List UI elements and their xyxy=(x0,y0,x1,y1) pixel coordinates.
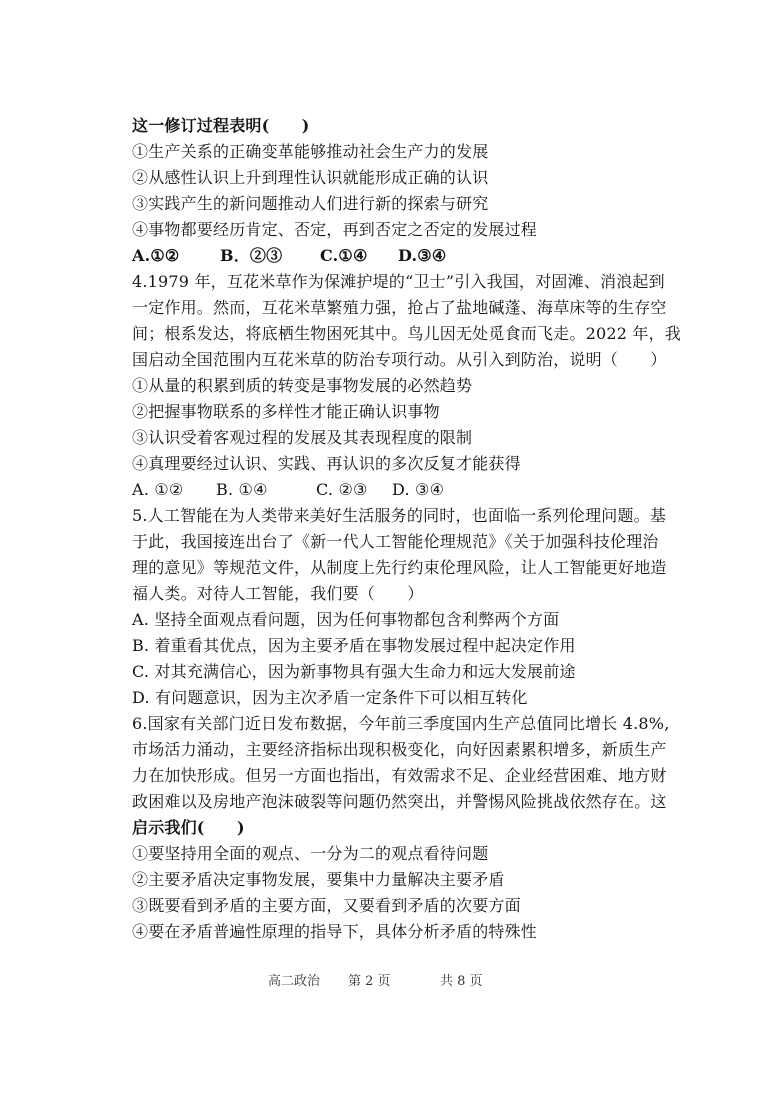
q4-choice-a: A. ①② xyxy=(132,480,184,499)
q4-statement-2: ②把握事物联系的多样性才能正确认识事物 xyxy=(132,402,440,421)
q4-statement-1: ①从量的积累到质的转变是事物发展的必然趋势 xyxy=(132,376,473,395)
q6-line-2: 市场活力涌动，主要经济指标出现积极变化，向好因素累积增多，新质生产 xyxy=(132,740,667,759)
q6-line-5: 启示我们( ) xyxy=(132,818,245,837)
q6-statement-3: ③既要看到矛盾的主要方面，又要看到矛盾的次要方面 xyxy=(132,896,521,915)
q4-statement-3: ③认识受着客观过程的发展及其表现程度的限制 xyxy=(132,428,473,447)
q4-choice-d: D. ③④ xyxy=(392,480,445,499)
q6-statement-1: ①要坚持用全面的观点、一分为二的观点看待问题 xyxy=(132,844,489,863)
q3-choice-a: A.①② xyxy=(132,246,180,265)
q4-choice-b: B. ①④ xyxy=(216,480,268,499)
q3-choice-c: C.①④ xyxy=(320,246,368,265)
q6-statement-2: ②主要矛盾决定事物发展，要集中力量解决主要矛盾 xyxy=(132,870,505,889)
q5-line-1: 5.人工智能在为人类带来美好生活服务的同时，也面临一系列伦理问题。基 xyxy=(132,506,667,525)
q5-option-a: A. 坚持全面观点看问题，因为任何事物都包含利弊两个方面 xyxy=(132,610,560,629)
q5-line-3: 理的意见》等规范文件，从制度上先行约束伦理风险，让人工智能更好地造 xyxy=(132,558,667,577)
q6-line-4: 政困难以及房地产泡沫破裂等问题仍然突出，并警惕风险挑战依然存在。这 xyxy=(132,792,667,811)
q4-line-3: 间；根系发达，将底栖生物困死其中。鸟儿因无处觅食而飞走。2022 年，我 xyxy=(132,324,682,343)
q3-choices xyxy=(132,246,446,266)
q6-line-1: 6.国家有关部门近日发布数据，今年前三季度国内生产总值同比增长 4.8%, xyxy=(132,714,670,733)
q4-choices xyxy=(132,480,444,500)
page-footer xyxy=(268,970,483,989)
q4-line-1: 4.1979 年，互花米草作为保滩护堤的“卫士”引入我国，对固滩、消浪起到 xyxy=(132,272,665,291)
q5-option-c: C. 对其充满信心，因为新事物具有强大生命力和远大发展前途 xyxy=(132,662,576,681)
q5-option-b: B. 着重看其优点，因为主要矛盾在事物发展过程中起决定作用 xyxy=(132,636,576,655)
q4-line-2: 一定作用。然而，互花米草繁殖力强，抢占了盐地碱蓬、海草床等的生存空 xyxy=(132,298,667,317)
q6-line-3: 力在加快形成。但另一方面也指出，有效需求不足、企业经营困难、地方财 xyxy=(132,766,667,785)
q4-line-4: 国启动全国范围内互花米草的防治专项行动。从引入到防治，说明（ ） xyxy=(132,350,667,369)
q3-statement-2: ②从感性认识上升到理性认识就能形成正确的认识 xyxy=(132,168,489,187)
q4-choice-c: C. ②③ xyxy=(316,480,368,499)
q3-stem: 这一修订过程表明( ) xyxy=(132,116,310,135)
footer-total-pages: 共 8 页 xyxy=(440,974,483,989)
q5-option-d: D. 有问题意识，因为主次矛盾一定条件下可以相互转化 xyxy=(132,688,528,707)
q3-statement-4: ④事物都要经历肯定、否定，再到否定之否定的发展过程 xyxy=(132,220,538,239)
q6-statement-4: ④要在矛盾普遍性原理的指导下，具体分析矛盾的特殊性 xyxy=(132,922,538,941)
footer-page-number: 第 2 页 xyxy=(348,974,391,989)
q5-line-2: 于此，我国接连出台了《新一代人工智能伦理规范》《关于加强科技伦理治 xyxy=(132,532,659,551)
q4-statement-4: ④真理要经过认识、实践、再认识的多次反复才能获得 xyxy=(132,454,521,473)
q3-choice-d: D.③④ xyxy=(398,246,447,265)
q3-statement-1: ①生产关系的正确变革能够推动社会生产力的发展 xyxy=(132,142,489,161)
q3-statement-3: ③实践产生的新问题推动人们进行新的探索与研究 xyxy=(132,194,489,213)
footer-subject: 高二政治 xyxy=(268,974,321,989)
q5-line-4: 福人类。对待人工智能，我们要（ ） xyxy=(132,584,424,603)
q3-choice-b: B．②③ xyxy=(220,246,283,265)
